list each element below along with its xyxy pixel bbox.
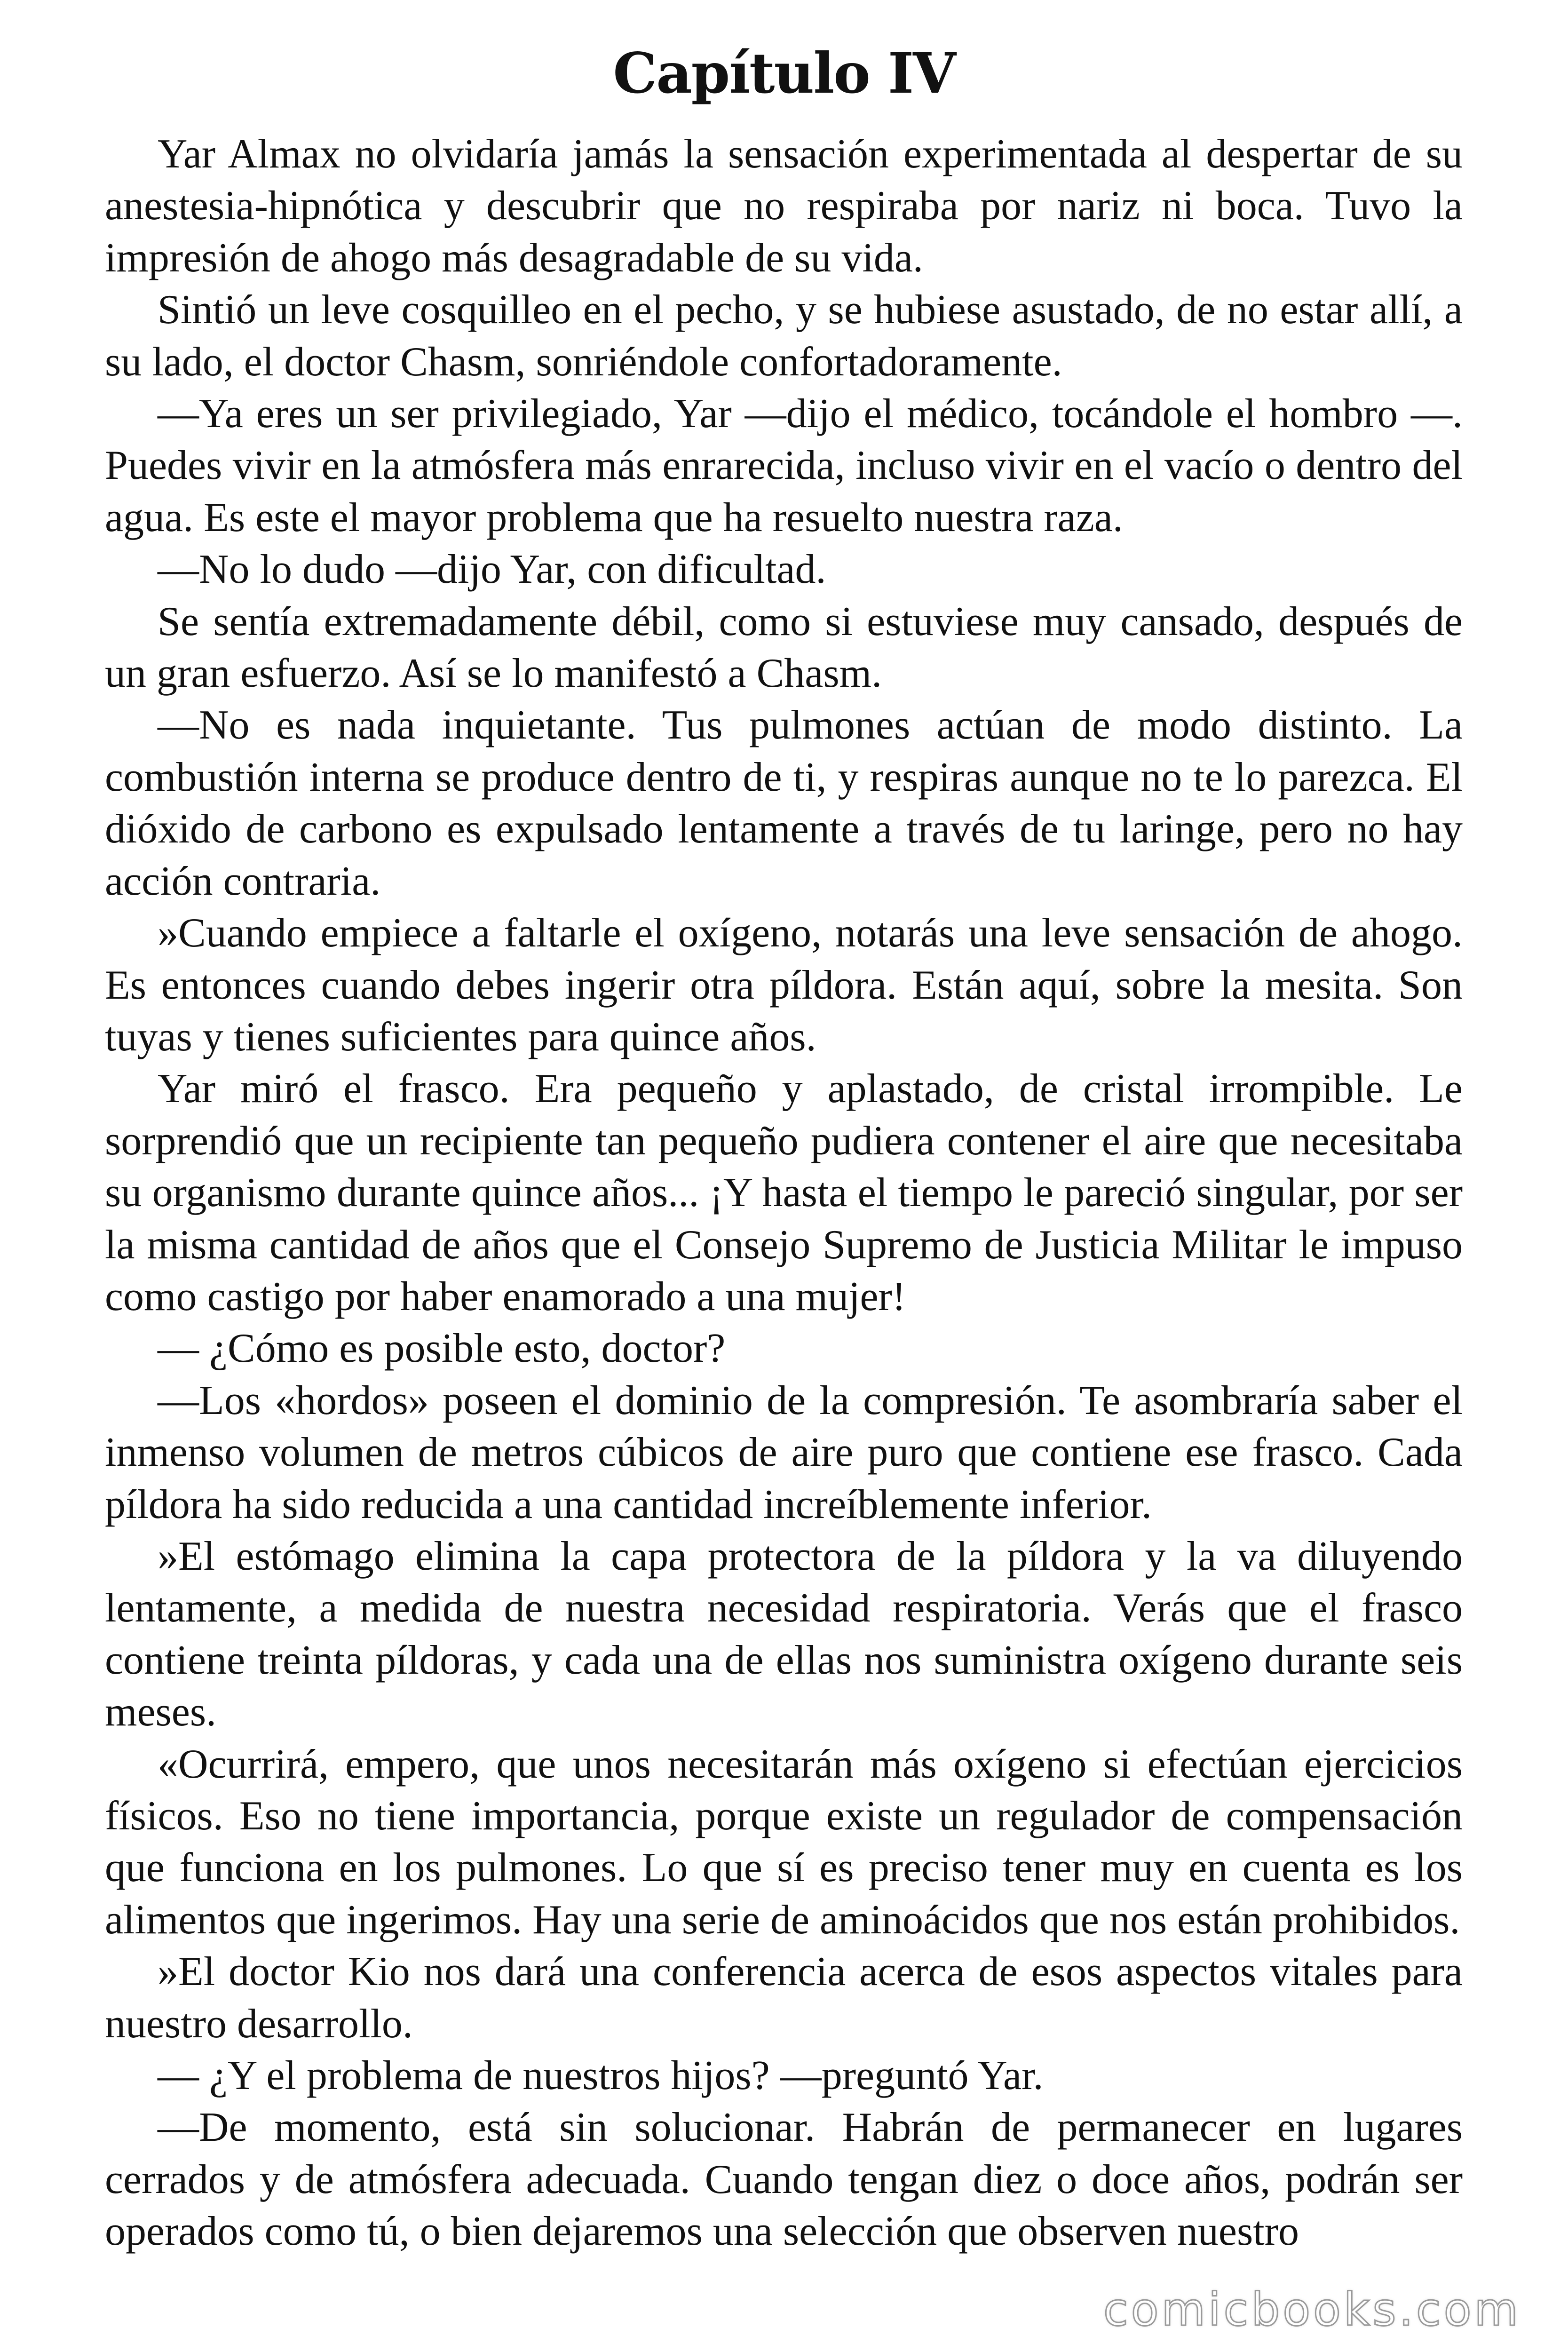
paragraph: — ¿Cómo es posible esto, doctor?: [158, 1326, 726, 1372]
paragraph: Sintió un leve cosquilleo en el pecho, y se hubiese asustado, de no estar allí, a su lado, el doctor Chasm, sonriéndole confortadoramente.: [105, 287, 1463, 385]
paragraph: »El estómago elimina la capa protectora de la píldora y la va diluyendo lentamente, a medida de nuestra necesidad respiratoria. Verás que el frasco contiene treinta píldoras, y cada una de ellas nos suministra oxígeno durante seis meses.: [105, 1533, 1463, 1735]
paragraph: »Cuando empiece a faltarle el oxígeno, notarás una leve sensación de ahogo. Es entonces cuando debes ingerir otra píldora. Están aquí, sobre la mesita. Son tuyas y tienes suficientes para quince años.: [105, 910, 1463, 1060]
chapter-title: Capítulo IV: [613, 40, 955, 106]
paragraph: —No lo dudo —dijo Yar, con dificultad.: [158, 547, 826, 593]
paragraph: — ¿Y el problema de nuestros hijos? —preguntó Yar.: [158, 2053, 1044, 2099]
watermark: comicbooks.com: [1103, 2283, 1521, 2336]
paragraph: —De momento, está sin solucionar. Habrán de permanecer en lugares cerrados y de atmósfera adecuada. Cuando tengan diez o doce años, podrán ser operados como tú, o bien dejaremos una selección que observen nuestro: [105, 2105, 1463, 2255]
paragraph: Yar Almax no olvidaría jamás la sensación experimentada al despertar de su anestesia-hipnótica y descubrir que no respiraba por nariz ni boca. Tuvo la impresión de ahogo más desagradable de su vida.: [105, 131, 1463, 281]
paragraph: »El doctor Kio nos dará una conferencia acerca de esos aspectos vitales para nuestro desarrollo.: [105, 1949, 1463, 2047]
paragraph: —No es nada inquietante. Tus pulmones actúan de modo distinto. La combustión interna se produce dentro de ti, y respiras aunque no te lo parezca. El dióxido de carbono es expulsado lentamente a través de tu laringe, pero no hay acción contraria.: [105, 702, 1463, 904]
paragraph: «Ocurrirá, empero, que unos necesitarán más oxígeno si efectúan ejercicios físicos. Eso no tiene importancia, porque existe un regulador de compensación que funciona en los pulmones. Lo que sí es preciso tener muy en cuenta es los alimentos que ingerimos. Hay una serie de aminoácidos que nos están prohibidos.: [105, 1741, 1463, 1943]
paragraph: —Ya eres un ser privilegiado, Yar —dijo el médico, tocándole el hombro —. Puedes vivir en la atmósfera más enrarecida, incluso vivir en el vacío o dentro del agua. Es este el mayor problema que ha resuelto nuestra raza.: [105, 391, 1463, 540]
paragraph: Yar miró el frasco. Era pequeño y aplastado, de cristal irrompible. Le sorprendió que un recipiente tan pequeño pudiera contener el aire que necesitaba su organismo durante quince años... ¡Y hasta el tiempo le pareció singular, por ser la misma cantidad de años que el Consejo Supremo de Justicia Militar le impuso como castigo por haber enamorado a una mujer!: [105, 1066, 1463, 1319]
paragraph: Se sentía extremadamente débil, como si estuviese muy cansado, después de un gran esfuerzo. Así se lo manifestó a Chasm.: [105, 598, 1463, 697]
paragraph: —Los «hordos» poseen el dominio de la compresión. Te asombraría saber el inmenso volumen de metros cúbicos de aire puro que contiene ese frasco. Cada píldora ha sido reducida a una cantidad increíblemente inferior.: [105, 1377, 1463, 1527]
chapter-body: [105, 128, 1463, 2258]
